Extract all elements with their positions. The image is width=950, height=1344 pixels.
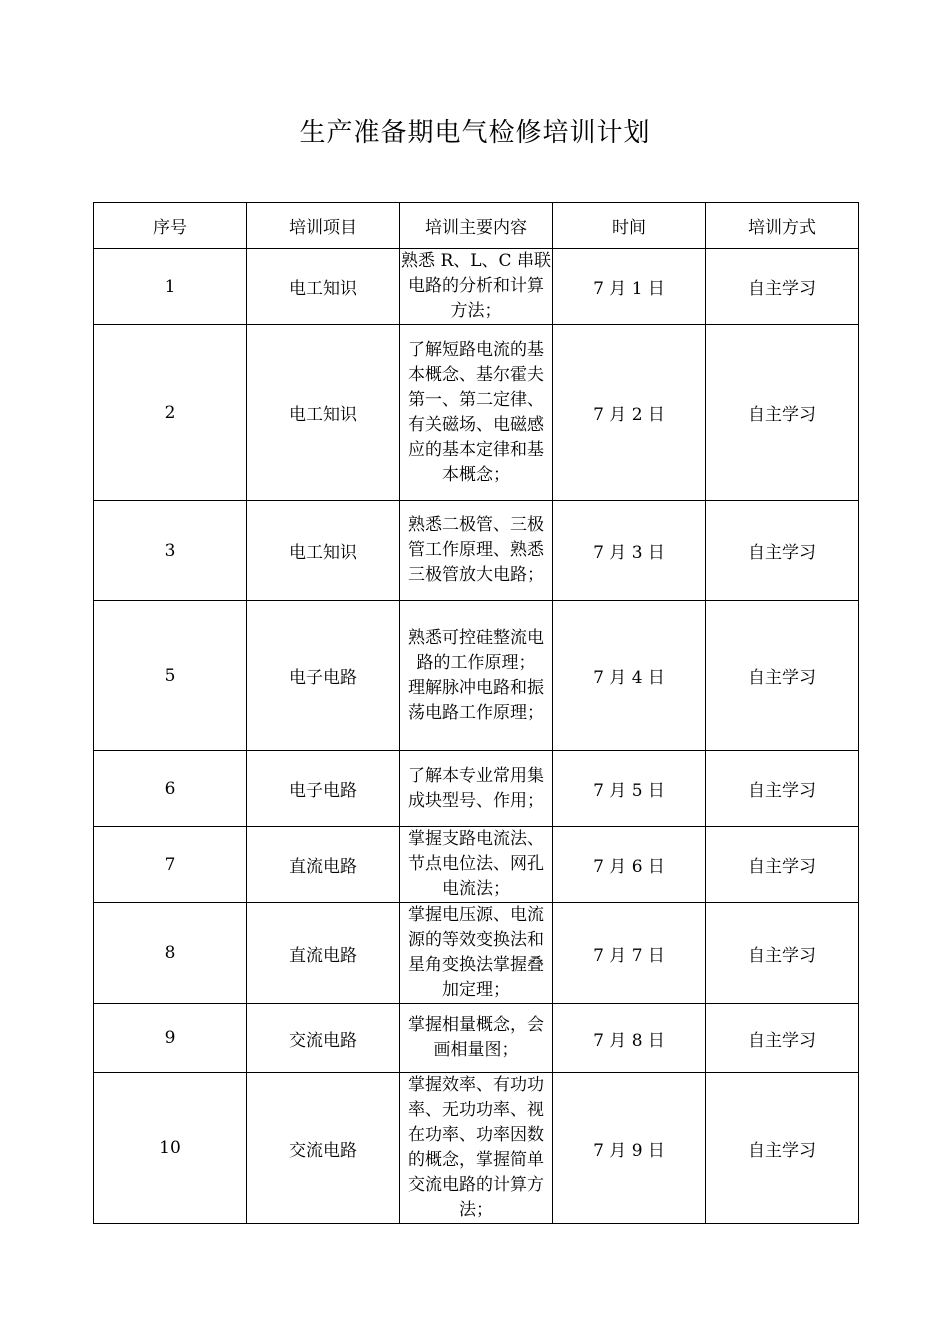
cell-content <box>400 903 553 1004</box>
cell-no: 8 <box>94 903 247 1004</box>
cell-no: 6 <box>94 751 247 827</box>
cell-time: 7 月 7 日 <box>553 903 706 1004</box>
table-row <box>94 827 859 903</box>
training-plan-table <box>93 202 859 1224</box>
cell-time: 7 月 3 日 <box>553 501 706 601</box>
cell-method: 自主学习 <box>706 1073 859 1224</box>
table-row <box>94 325 859 501</box>
cell-no: 7 <box>94 827 247 903</box>
cell-time: 7 月 5 日 <box>553 751 706 827</box>
cell-time: 7 月 6 日 <box>553 827 706 903</box>
cell-no: 9 <box>94 1004 247 1073</box>
content-paragraph: 掌握电压源、电流源的等效变换法和星角变换法掌握叠加定理； <box>408 905 544 1000</box>
table-row <box>94 601 859 751</box>
header-no: 序号 <box>94 203 247 249</box>
cell-item: 电子电路 <box>247 601 400 751</box>
cell-method: 自主学习 <box>706 903 859 1004</box>
content-paragraph: 掌握相量概念，会画相量图； <box>408 1015 544 1060</box>
cell-method: 自主学习 <box>706 1004 859 1073</box>
cell-item: 直流电路 <box>247 903 400 1004</box>
cell-content <box>400 601 553 751</box>
cell-item: 直流电路 <box>247 827 400 903</box>
cell-time: 7 月 4 日 <box>553 601 706 751</box>
content-paragraph: 了解本专业常用集成块型号、作用； <box>408 765 544 811</box>
table-header-row <box>94 203 859 249</box>
cell-no: 3 <box>94 501 247 601</box>
table-row <box>94 1073 859 1224</box>
cell-method: 自主学习 <box>706 827 859 903</box>
cell-no: 2 <box>94 325 247 501</box>
table-row <box>94 249 859 325</box>
cell-content <box>400 249 553 325</box>
cell-content <box>400 751 553 827</box>
cell-item: 交流电路 <box>247 1004 400 1073</box>
cell-time: 7 月 1 日 <box>553 249 706 325</box>
cell-time: 7 月 8 日 <box>553 1004 706 1073</box>
content-paragraph: 掌握支路电流法、节点电位法、网孔电流法； <box>408 829 544 899</box>
cell-item: 电工知识 <box>247 501 400 601</box>
header-time: 时间 <box>553 203 706 249</box>
cell-content <box>400 1004 553 1073</box>
cell-method: 自主学习 <box>706 325 859 501</box>
header-content: 培训主要内容 <box>400 203 553 249</box>
header-item: 培训项目 <box>247 203 400 249</box>
cell-time: 7 月 9 日 <box>553 1073 706 1224</box>
cell-content <box>400 325 553 501</box>
table-row <box>94 903 859 1004</box>
content-paragraph: 掌握效率、有功功率、无功功率、视在功率、功率因数的概念，掌握简单交流电路的计算方法； <box>408 1075 544 1220</box>
content-paragraph: 熟悉 R、L、C 串联电路的分析和计算方法； <box>401 251 551 321</box>
cell-method: 自主学习 <box>706 249 859 325</box>
cell-item: 电子电路 <box>247 751 400 827</box>
content-paragraph: 熟悉二极管、三极管工作原理、熟悉三极管放大电路； <box>408 515 544 585</box>
cell-method: 自主学习 <box>706 601 859 751</box>
cell-item: 电工知识 <box>247 325 400 501</box>
cell-content <box>400 827 553 903</box>
content-paragraph: 了解短路电流的基本概念、基尔霍夫第一、第二定律、有关磁场、电磁感应的基本定律和基本概念； <box>408 339 544 485</box>
header-method: 培训方式 <box>706 203 859 249</box>
cell-no: 10 <box>94 1073 247 1224</box>
table-row <box>94 501 859 601</box>
cell-no: 5 <box>94 601 247 751</box>
document-title: 生产准备期电气检修培训计划 <box>299 118 651 148</box>
cell-no: 1 <box>94 249 247 325</box>
table-row <box>94 751 859 827</box>
cell-content <box>400 501 553 601</box>
table-row <box>94 1004 859 1073</box>
cell-time: 7 月 2 日 <box>553 325 706 501</box>
table-body <box>94 249 859 1224</box>
cell-content <box>400 1073 553 1224</box>
content-paragraph: 熟悉可控硅整流电路的工作原理； <box>408 627 544 673</box>
cell-item: 电工知识 <box>247 249 400 325</box>
cell-method: 自主学习 <box>706 501 859 601</box>
cell-item: 交流电路 <box>247 1073 400 1224</box>
cell-method: 自主学习 <box>706 751 859 827</box>
content-paragraph: 理解脉冲电路和振荡电路工作原理； <box>408 677 544 723</box>
